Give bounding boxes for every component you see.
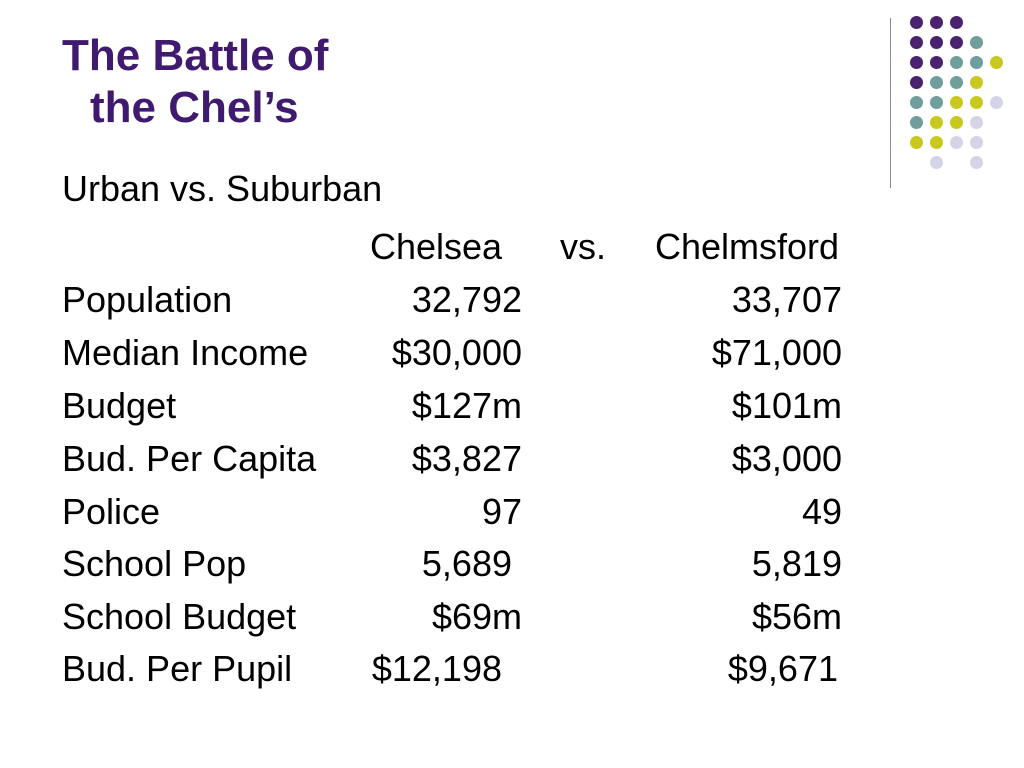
row-chelsea-value: $12,198 — [371, 648, 502, 689]
decorative-dot-grid — [900, 14, 1010, 164]
decor-dot — [930, 36, 943, 49]
decor-dot — [930, 96, 943, 109]
row-chelsea-value: $127m — [411, 385, 522, 426]
decor-dot — [970, 76, 983, 89]
row-chelsea-value: 5,689 — [421, 543, 512, 584]
decor-dot — [930, 16, 943, 29]
decor-dot — [910, 76, 923, 89]
row-chelsea-value: 97 — [481, 491, 522, 532]
decor-dot — [950, 16, 963, 29]
row-label: Bud. Per Pupil — [62, 648, 293, 689]
row-chelmsford-value: $56m — [751, 596, 842, 637]
decorative-divider — [890, 18, 891, 188]
header-vs: vs. — [560, 226, 607, 267]
decor-dot — [910, 96, 923, 109]
decor-dot — [930, 116, 943, 129]
decor-dot — [910, 36, 923, 49]
row-label: Police — [62, 491, 161, 532]
title-line-2: the Chel’s — [90, 83, 299, 132]
row-label: School Budget — [62, 596, 297, 637]
decor-dot — [950, 76, 963, 89]
row-label: School Pop — [62, 543, 247, 584]
decor-dot — [910, 56, 923, 69]
row-label: Bud. Per Capita — [62, 438, 317, 479]
slide-title — [62, 30, 328, 134]
row-chelmsford-value: $9,671 — [727, 648, 838, 689]
row-chelsea-value: $69m — [431, 596, 522, 637]
decor-dot — [930, 76, 943, 89]
decor-dot — [970, 136, 983, 149]
title-line-1: The Battle of — [62, 31, 329, 80]
decor-dot — [990, 56, 1003, 69]
decor-dot — [910, 136, 923, 149]
row-chelmsford-value: 49 — [801, 491, 842, 532]
slide-subtitle: Urban vs. Suburban — [62, 168, 383, 209]
decor-dot — [910, 16, 923, 29]
decor-dot — [910, 116, 923, 129]
decor-dot — [950, 36, 963, 49]
decor-dot — [950, 56, 963, 69]
row-chelmsford-value: $101m — [731, 385, 842, 426]
row-label: Median Income — [62, 332, 309, 373]
decor-dot — [950, 116, 963, 129]
decor-dot — [930, 136, 943, 149]
row-chelsea-value: $30,000 — [391, 332, 522, 373]
header-chelsea: Chelsea — [370, 226, 503, 267]
decor-dot — [930, 156, 943, 169]
row-chelsea-value: $3,827 — [411, 438, 522, 479]
row-label: Budget — [62, 385, 177, 426]
decor-dot — [970, 56, 983, 69]
header-chelmsford: Chelmsford — [655, 226, 840, 267]
row-chelmsford-value: $71,000 — [711, 332, 842, 373]
decor-dot — [990, 96, 1003, 109]
decor-dot — [950, 96, 963, 109]
decor-dot — [970, 96, 983, 109]
decor-dot — [950, 136, 963, 149]
decor-dot — [970, 36, 983, 49]
decor-dot — [930, 56, 943, 69]
row-chelmsford-value: 5,819 — [751, 543, 842, 584]
row-chelsea-value: 32,792 — [411, 279, 522, 320]
decor-dot — [970, 156, 983, 169]
row-chelmsford-value: $3,000 — [731, 438, 842, 479]
row-label: Population — [62, 279, 233, 320]
row-chelmsford-value: 33,707 — [731, 279, 842, 320]
decor-dot — [970, 116, 983, 129]
